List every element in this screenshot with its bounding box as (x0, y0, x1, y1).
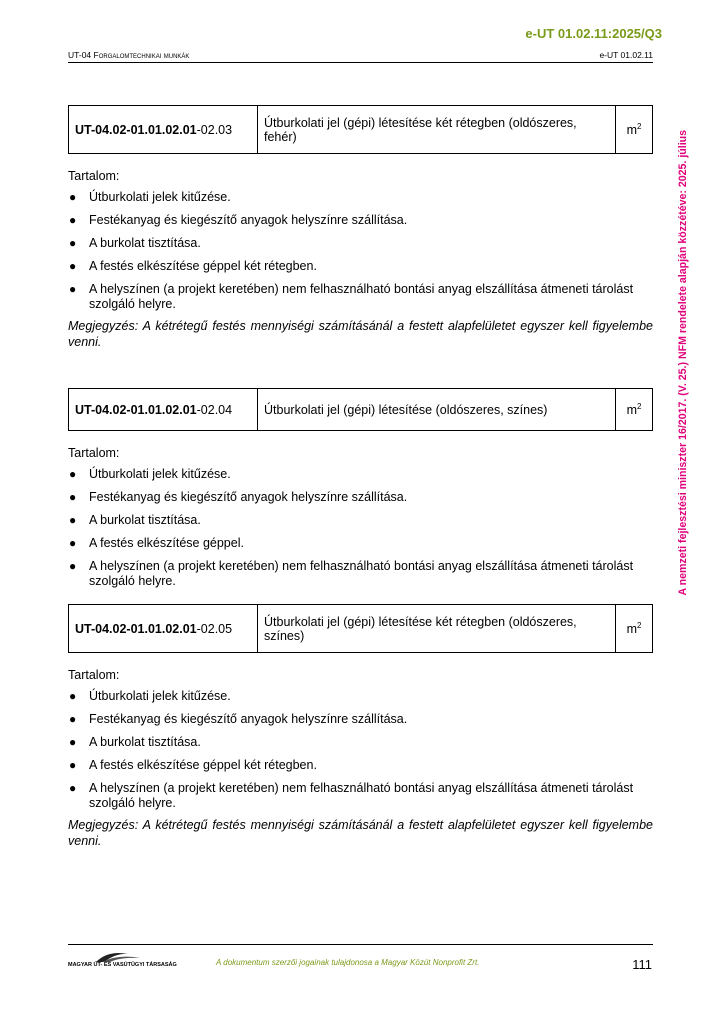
list-item: ● Festékanyag és kiegészítő anyagok helyszínre szállítása. (69, 213, 408, 227)
footer-copyright: A dokumentum szerzői jogainak tulajdonosa a Magyar Közút Nonprofit Zrt. (216, 958, 480, 967)
bullet-icon: ● (69, 781, 77, 795)
list-item: ● Útburkolati jelek kitűzése. (69, 689, 231, 703)
list-item: ● A burkolat tisztítása. (69, 513, 201, 527)
list-item: ● A helyszínen (a projekt keretében) nem felhasználható bontási anyag elszállítása átmeneti tárolást szolgáló helyre. (69, 559, 634, 588)
item-section-1 (68, 105, 653, 350)
footer-divider (68, 944, 653, 945)
header-right: e-UT 01.02.11 (599, 50, 653, 60)
content-label: Tartalom: (68, 169, 120, 183)
bullet-icon: ● (69, 758, 77, 772)
list-item: ● A festés elkészítése géppel két rétegben. (69, 259, 317, 273)
item-code: UT-04.02-01.01.02.01-02.03 (69, 106, 258, 154)
item-code-table (68, 604, 653, 653)
list-item: ● Festékanyag és kiegészítő anyagok helyszínre szállítása. (69, 712, 408, 726)
item-code-table (68, 388, 653, 431)
bullet-icon: ● (69, 190, 77, 204)
list-item: ● A helyszínen (a projekt keretében) nem felhasználható bontási anyag elszállítása átmeneti tárolást szolgáló helyre. (69, 282, 634, 311)
list-item: ● Festékanyag és kiegészítő anyagok helyszínre szállítása. (69, 490, 408, 504)
item-section-2 (68, 388, 653, 597)
list-item: ● A burkolat tisztítása. (69, 735, 201, 749)
side-note (672, 96, 694, 630)
page-number: 111 (632, 957, 652, 972)
document-code: e-UT 01.02.11:2025/Q3 (525, 26, 662, 41)
content-label: Tartalom: (68, 446, 120, 460)
bullet-icon: ● (69, 559, 77, 573)
list-item: ● Útburkolati jelek kitűzése. (69, 190, 231, 204)
list-item: ● A helyszínen (a projekt keretében) nem felhasználható bontási anyag elszállítása átmeneti tárolást szolgáló helyre. (69, 781, 634, 810)
list-item: ● Útburkolati jelek kitűzése. (69, 467, 231, 481)
bullet-icon: ● (69, 536, 77, 550)
bullet-icon: ● (69, 689, 77, 703)
list-item: ● A festés elkészítése géppel. (69, 536, 244, 550)
content-list (68, 689, 653, 811)
content-list (68, 467, 653, 589)
header-left: UT-04 Forgalomtechnikai munkák (68, 50, 190, 60)
item-description: Útburkolati jel (gépi) létesítése két rétegben (oldószeres, fehér) (258, 106, 616, 154)
bullet-icon: ● (69, 490, 77, 504)
note: Megjegyzés: A kétrétegű festés mennyiségi számításánál a festett alapfelületet egyszer kell figyelembe venni. (68, 818, 653, 848)
item-description: Útburkolati jel (gépi) létesítése (oldószeres, színes) (258, 389, 616, 431)
bullet-icon: ● (69, 712, 77, 726)
bullet-icon: ● (69, 282, 77, 296)
item-unit: $m^2$ (616, 106, 653, 154)
item-code: UT-04.02-01.01.02.01-02.05 (69, 605, 258, 653)
bullet-icon: ● (69, 467, 77, 481)
logo-text: MAGYAR ÚT- ÉS VASÚTÜGYI TÁRSASÁG (68, 962, 177, 968)
item-unit: $m^2$ (616, 389, 653, 431)
list-item: ● A burkolat tisztítása. (69, 236, 201, 250)
note: Megjegyzés: A kétrétegű festés mennyiségi számításánál a festett alapfelületet egyszer kell figyelembe venni. (68, 319, 653, 349)
item-section-3 (68, 604, 653, 849)
item-code: UT-04.02-01.01.02.01-02.04 (69, 389, 258, 431)
item-unit: $m^2$ (616, 605, 653, 653)
bullet-icon: ● (69, 735, 77, 749)
content-list (68, 190, 653, 312)
bullet-icon: ● (69, 213, 77, 227)
bullet-icon: ● (69, 259, 77, 273)
list-item: ● A festés elkészítése géppel két rétegben. (69, 758, 317, 772)
running-header (68, 50, 653, 63)
society-logo (68, 948, 177, 972)
item-description: Útburkolati jel (gépi) létesítése két rétegben (oldószeres, színes) (258, 605, 616, 653)
side-note-text: A nemzeti fejlesztési miniszter 16/2017. (V. 25.) NFM rendelete alapján közzétéve: 2025. július (677, 130, 689, 596)
bullet-icon: ● (69, 513, 77, 527)
content-label: Tartalom: (68, 668, 120, 682)
item-code-table (68, 105, 653, 154)
bullet-icon: ● (69, 236, 77, 250)
